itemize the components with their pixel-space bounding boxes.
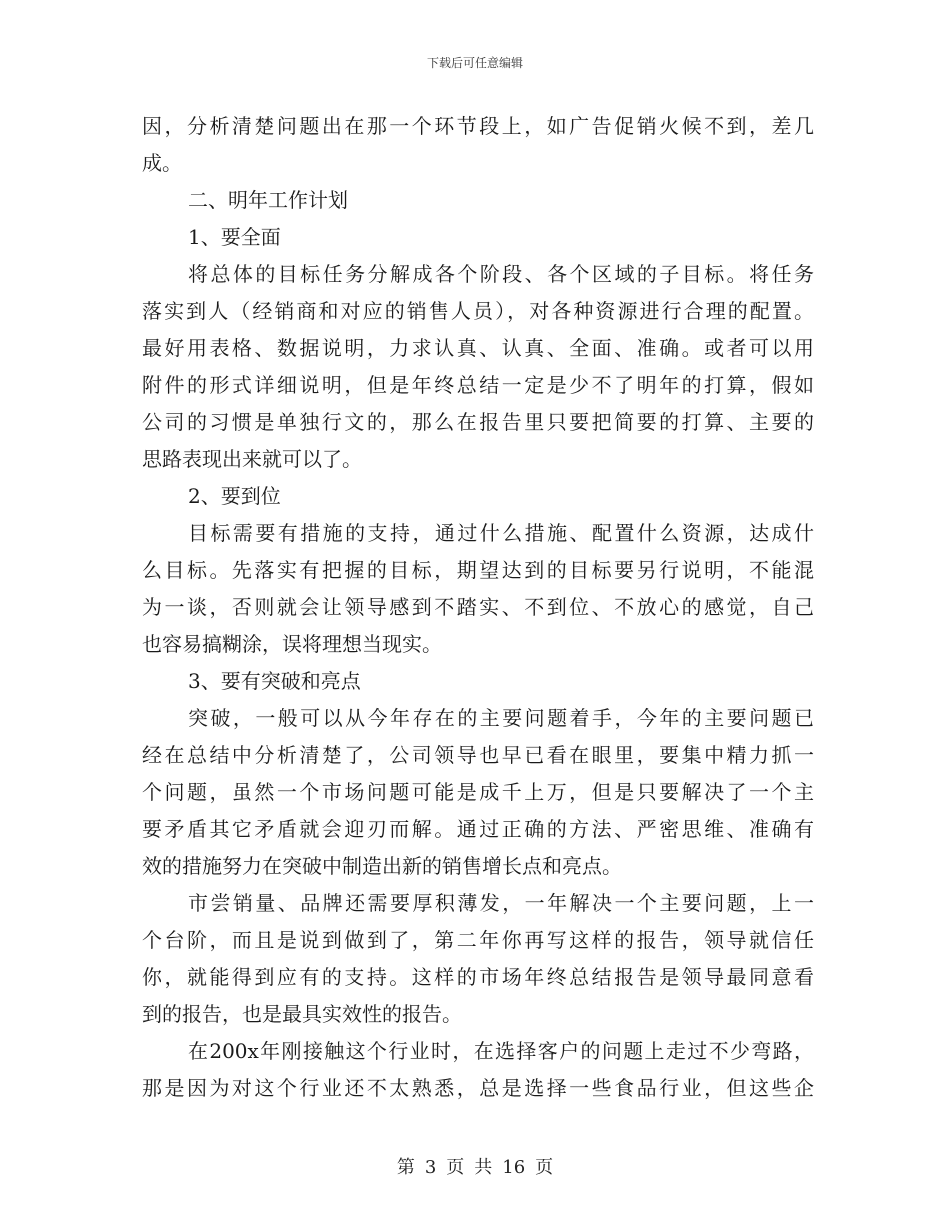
total-pages: 16 bbox=[502, 1157, 526, 1178]
subsection-heading: 3、要有突破和亮点 bbox=[188, 669, 361, 693]
page-unit: 页 bbox=[446, 1157, 465, 1178]
total-label: 共 bbox=[474, 1157, 493, 1178]
document-body bbox=[142, 108, 814, 1107]
text-line: 么目标。先落实有把握的目标，期望达到的目标要另行说明，不能混 bbox=[142, 558, 814, 582]
text-line: 成。 bbox=[142, 151, 182, 175]
text-line: 要矛盾其它矛盾就会迎刃而解。通过正确的方法、严密思维、准确有 bbox=[142, 817, 814, 841]
text-line: 个台阶，而且是说到做到了，第二年你再写这样的报告，领导就信任 bbox=[142, 928, 814, 952]
subsection-heading: 1、要全面 bbox=[188, 225, 281, 249]
text-line: 个问题，虽然一个市场问题可能是成千上万，但是只要解决了一个主 bbox=[142, 780, 814, 804]
page-header: 下载后可任意编辑 bbox=[426, 56, 523, 70]
text-line: 效的措施努力在突破中制造出新的销售增长点和亮点。 bbox=[142, 854, 622, 878]
text-line: 落实到人（经销商和对应的销售人员），对各种资源进行合理的配置。 bbox=[142, 299, 814, 323]
section-heading: 二、明年工作计划 bbox=[188, 188, 348, 212]
text-line: 为一谈，否则就会让领导感到不踏实、不到位、不放心的感觉，自己 bbox=[142, 595, 814, 619]
page-footer bbox=[0, 1153, 950, 1179]
text-line: 也容易搞糊涂，误将理想当现实。 bbox=[142, 632, 442, 656]
text-line: 思路表现出来就可以了。 bbox=[142, 447, 362, 471]
page-prefix: 第 bbox=[396, 1157, 415, 1178]
text-line: 那是因为对这个行业还不太熟悉，总是选择一些食品行业，但这些企 bbox=[142, 1076, 814, 1100]
page-suffix: 页 bbox=[535, 1157, 554, 1178]
page-number: 3 bbox=[424, 1157, 437, 1178]
text-line: 因，分析清楚问题出在那一个环节段上，如广告促销火候不到，差几 bbox=[142, 114, 814, 138]
text-line: 将总体的目标任务分解成各个阶段、各个区域的子目标。将任务 bbox=[188, 262, 814, 286]
text-line: 你，就能得到应有的支持。这样的市场年终总结报告是领导最同意看 bbox=[142, 965, 814, 989]
text-line: 在200x年刚接触这个行业时，在选择客户的问题上走过不少弯路， bbox=[188, 1039, 814, 1063]
text-line: 市尝销量、品牌还需要厚积薄发，一年解决一个主要问题，上一 bbox=[188, 891, 814, 915]
text-line: 附件的形式详细说明，但是年终总结一定是少不了明年的打算，假如 bbox=[142, 373, 814, 397]
text-line: 公司的习惯是单独行文的，那么在报告里只要把简要的打算、主要的 bbox=[142, 410, 814, 434]
text-line: 目标需要有措施的支持，通过什么措施、配置什么资源，达成什 bbox=[188, 521, 814, 545]
subsection-heading: 2、要到位 bbox=[188, 484, 281, 508]
text-line: 最好用表格、数据说明，力求认真、认真、全面、准确。或者可以用 bbox=[142, 336, 814, 360]
text-line: 到的报告，也是最具实效性的报告。 bbox=[142, 1002, 462, 1026]
text-line: 经在总结中分析清楚了，公司领导也早已看在眼里，要集中精力抓一 bbox=[142, 743, 814, 767]
text-line: 突破，一般可以从今年存在的主要问题着手，今年的主要问题已 bbox=[188, 706, 814, 730]
